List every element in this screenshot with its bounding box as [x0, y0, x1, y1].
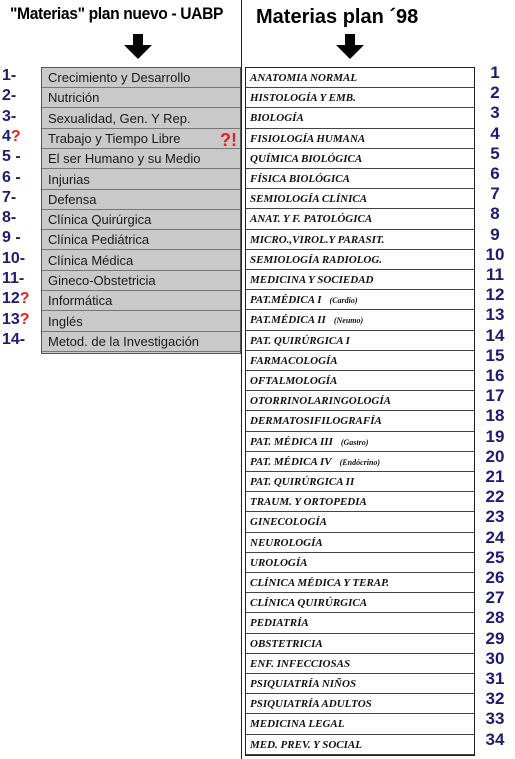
subject-text: TRAUM. Y ORTOPEDIA — [250, 496, 367, 509]
subject-text: PAT. MÉDICA III — [250, 435, 333, 448]
subject-text: FÍSICA BIOLÓGICA — [250, 173, 350, 185]
subject-number: 24 — [485, 527, 505, 547]
subject-text: FISIOLOGÍA HUMANA — [250, 132, 366, 145]
subject-text: OBSTETRICIA — [250, 637, 323, 650]
plan-98-row — [246, 593, 474, 613]
subject-text: ENF. INFECCIOSAS — [250, 657, 351, 670]
subject-number: 34 — [485, 729, 505, 749]
subject-number: 28 — [485, 608, 505, 628]
new-plan-row — [42, 332, 240, 352]
subject-number: 13 — [485, 305, 505, 325]
new-plan-row — [42, 312, 240, 332]
subject-label — [250, 638, 323, 650]
plan-98-row — [246, 331, 474, 351]
subject-label — [250, 496, 367, 508]
subject-number: 10 — [485, 244, 505, 264]
plan-98-row — [246, 108, 474, 128]
subject-label — [250, 314, 363, 326]
plan-98-row — [246, 492, 474, 512]
plan-98-row — [246, 472, 474, 492]
subject-label — [250, 375, 337, 387]
subject-number: 17 — [485, 386, 505, 406]
subject-number: 30 — [485, 648, 505, 668]
subject-note: (Gastro) — [340, 437, 369, 447]
plan-98-row — [246, 634, 474, 654]
subject-label: Injurias — [48, 171, 90, 187]
subject-label — [250, 173, 350, 185]
new-plan-row — [42, 68, 240, 88]
new-plan-row — [42, 170, 240, 190]
plan-98-row — [246, 189, 474, 209]
subject-number: 32 — [485, 689, 505, 709]
subject-number — [2, 209, 42, 227]
subject-text: HISTOLOGÍA Y EMB. — [250, 92, 356, 105]
subject-text: PEDIATRÍA — [250, 617, 309, 630]
plan-98-row — [246, 88, 474, 108]
row-4-flag: ?! — [220, 130, 237, 150]
subject-number — [2, 270, 42, 288]
subject-label — [250, 516, 327, 528]
new-plan-row — [42, 230, 240, 250]
subject-label — [250, 718, 344, 730]
subject-label — [250, 213, 372, 225]
number-text: 7- — [2, 188, 17, 206]
subject-label — [250, 193, 367, 205]
subject-label — [250, 294, 358, 306]
subject-label: Informática — [48, 293, 113, 309]
plan-98-row — [246, 129, 474, 149]
subject-text: SEMIOLOGÍA CLÍNICA — [250, 193, 368, 206]
subject-label — [250, 617, 309, 629]
plan-98-row — [246, 452, 474, 472]
plan-98-row — [246, 371, 474, 391]
question-mark-icon: ? — [10, 127, 21, 145]
plan-98-row — [246, 553, 474, 573]
subject-number: 23 — [485, 507, 505, 527]
plan-98-row — [246, 310, 474, 330]
subject-number — [2, 189, 42, 207]
question-mark-icon: ? — [19, 290, 30, 308]
plan-98-row — [246, 149, 474, 169]
subject-label — [250, 274, 374, 286]
subject-label — [250, 597, 367, 609]
number-text: 13 — [2, 310, 20, 328]
plan-98-row — [246, 411, 474, 431]
subject-number: 31 — [485, 669, 505, 688]
subject-label — [250, 476, 354, 488]
new-plan-row — [42, 149, 240, 169]
subject-label: Defensa — [48, 191, 97, 207]
new-plan-row — [42, 291, 240, 311]
subject-number: 19 — [485, 426, 505, 446]
subject-label — [250, 537, 323, 549]
subject-label — [250, 395, 391, 407]
subject-label — [250, 415, 382, 427]
plan-98-row — [246, 351, 474, 371]
subject-number — [2, 229, 42, 247]
subject-label — [250, 254, 382, 266]
subject-number — [2, 108, 42, 126]
subject-text: ANAT. Y F. PATOLÓGICA — [250, 213, 373, 226]
subject-label: Clínica Médica — [48, 252, 134, 268]
subject-label: Trabajo y Tiempo Libre — [48, 130, 181, 146]
new-plan-row — [42, 210, 240, 230]
subject-number: 6 — [490, 164, 500, 183]
subject-text: GINECOLOGÍA — [250, 516, 328, 529]
subject-label: Sexualidad, Gen. Y Rep. — [48, 110, 191, 126]
subject-label — [250, 577, 389, 589]
number-text: 3- — [2, 107, 17, 125]
subject-number: 14 — [485, 325, 505, 345]
subject-label: Inglés — [48, 313, 83, 329]
subject-text: PAT. QUIRÚRGICA II — [250, 476, 355, 488]
plan-98-row — [246, 432, 474, 452]
plan-98-row — [246, 674, 474, 694]
subject-text: OTORRINOLARINGOLOGÍA — [250, 395, 391, 408]
subject-number: 7 — [490, 184, 500, 204]
plan-98-row — [246, 533, 474, 553]
plan-98-row — [246, 512, 474, 532]
subject-text: NEUROLOGÍA — [250, 536, 323, 549]
subject-note: (Cardio) — [329, 296, 358, 306]
subject-text: UROLOGÍA — [250, 556, 308, 569]
subject-text: PAT.MÉDICA I — [250, 294, 322, 307]
plan-98-row — [246, 613, 474, 633]
subject-label: El ser Humano y su Medio — [48, 151, 201, 167]
number-text: 6 - — [2, 168, 21, 186]
subject-note: (Neumo) — [333, 316, 364, 326]
subject-number: 2 — [490, 83, 500, 103]
number-text: 12 — [2, 290, 20, 308]
subject-note: (Endócrino) — [339, 457, 381, 467]
number-text: 8- — [2, 209, 17, 227]
subject-text: MED. PREV. Y SOCIAL — [250, 738, 362, 751]
subject-label — [250, 112, 304, 124]
subject-text: PSIQUIATRÍA NIÑOS — [250, 678, 357, 690]
subject-label — [250, 234, 384, 246]
subject-text: DERMATOSIFILOGRAFÍA — [250, 415, 382, 428]
subject-number: 16 — [485, 366, 505, 385]
subject-number: 12 — [485, 285, 505, 305]
new-plan-row — [42, 129, 240, 149]
new-plan-subject-list — [41, 67, 241, 354]
number-text: 2- — [2, 87, 17, 105]
subject-number — [2, 169, 42, 187]
subject-number — [2, 148, 42, 166]
new-plan-row — [42, 271, 240, 291]
plan-98-row — [246, 290, 474, 310]
subject-number: 11 — [486, 265, 504, 284]
subject-label — [250, 658, 350, 670]
subject-number — [2, 128, 42, 146]
subject-text: MEDICINA LEGAL — [250, 718, 345, 731]
new-plan-row — [42, 251, 240, 271]
number-text: 5 - — [2, 148, 21, 166]
subject-text: CLÍNICA MÉDICA Y TERAP. — [250, 577, 390, 589]
subject-number: 33 — [485, 709, 505, 729]
subject-label — [250, 678, 356, 690]
subject-text: ANATOMIA NORMAL — [250, 72, 358, 84]
number-text: 14- — [2, 330, 26, 348]
subject-label — [250, 133, 365, 145]
subject-number — [2, 290, 42, 308]
subject-label: Metod. de la Investigación — [48, 333, 200, 349]
subject-label — [250, 92, 356, 104]
subject-label — [250, 456, 380, 468]
subject-label — [250, 557, 307, 569]
subject-label: Crecimiento y Desarrollo — [48, 70, 191, 85]
subject-text: FARMACOLOGÍA — [250, 354, 338, 367]
subject-label: Clínica Quirúrgica — [48, 212, 152, 228]
plan-98-row — [246, 714, 474, 734]
new-plan-header: "Materias" plan nuevo - UABP — [10, 4, 224, 23]
subject-label — [250, 355, 338, 367]
new-plan-row — [42, 190, 240, 210]
subject-number: 5 — [490, 143, 500, 163]
subject-label: Nutrición — [48, 90, 100, 106]
plan-98-row — [246, 654, 474, 674]
subject-text: PSIQUIATRÍA ADULTOS — [250, 698, 372, 711]
number-text: 11- — [2, 270, 25, 287]
subject-number: 22 — [485, 487, 505, 507]
subject-label — [250, 153, 362, 165]
subject-label: Gineco-Obstetricia — [48, 273, 156, 288]
subject-number: 15 — [485, 345, 505, 365]
subject-text: PAT. QUIRÚRGICA I — [250, 334, 350, 347]
subject-number: 3 — [490, 103, 500, 123]
plan-98-row — [246, 694, 474, 714]
subject-number — [2, 331, 42, 349]
plan-98-row — [246, 230, 474, 250]
number-text: 10- — [2, 249, 26, 267]
subject-label — [250, 335, 350, 347]
column-divider — [241, 0, 242, 759]
subject-text: CLÍNICA QUIRÚRGICA — [250, 597, 368, 610]
subject-text: MEDICINA Y SOCIEDAD — [250, 274, 374, 286]
plan-98-row — [246, 391, 474, 411]
plan-98-row — [246, 270, 474, 290]
number-text: 4 — [2, 127, 11, 145]
subject-label — [250, 739, 362, 751]
plan-98-row — [246, 735, 474, 755]
subject-text: PAT. MÉDICA IV — [250, 455, 332, 468]
subject-number: 4 — [490, 123, 500, 143]
subject-number: 8 — [490, 204, 500, 224]
subject-number: 25 — [485, 547, 505, 567]
subject-number: 20 — [485, 446, 505, 466]
plan-98-row — [246, 169, 474, 189]
subject-number: 27 — [485, 588, 505, 608]
subject-number — [2, 67, 42, 85]
subject-text: QUÍMICA BIOLÓGICA — [250, 152, 363, 165]
subject-number — [2, 311, 42, 329]
plan-98-header: Materias plan ´98 — [256, 6, 419, 28]
plan-98-subject-list — [245, 67, 475, 756]
subject-number: 29 — [485, 628, 505, 648]
subject-label — [250, 698, 372, 710]
new-plan-row — [42, 109, 240, 129]
subject-label — [250, 436, 368, 448]
subject-number: 1 — [490, 63, 500, 82]
subject-number: 18 — [485, 406, 505, 426]
subject-number: 21 — [485, 467, 505, 486]
subject-number: 26 — [485, 568, 505, 587]
question-mark-icon: ? — [19, 310, 30, 328]
subject-text: MICRO.,VIROL.Y PARASIT. — [250, 233, 385, 246]
subject-number — [2, 87, 42, 105]
subject-text: PAT.MÉDICA II — [250, 314, 326, 327]
number-text: 1- — [2, 67, 17, 84]
subject-number: 9 — [490, 224, 500, 244]
plan-98-row — [246, 209, 474, 229]
subject-number — [2, 250, 42, 268]
subject-text: OFTALMOLOGÍA — [250, 375, 338, 387]
subject-text: BIOLOGÍA — [250, 112, 304, 125]
subject-text: SEMIOLOGÍA RADIOLOG. — [250, 253, 383, 266]
plan-98-row — [246, 250, 474, 270]
plan-98-row — [246, 68, 474, 88]
number-text: 9 - — [2, 229, 21, 247]
subject-label: Clínica Pediátrica — [48, 232, 150, 248]
subject-label — [250, 72, 357, 84]
plan-98-row — [246, 573, 474, 593]
new-plan-row — [42, 88, 240, 108]
